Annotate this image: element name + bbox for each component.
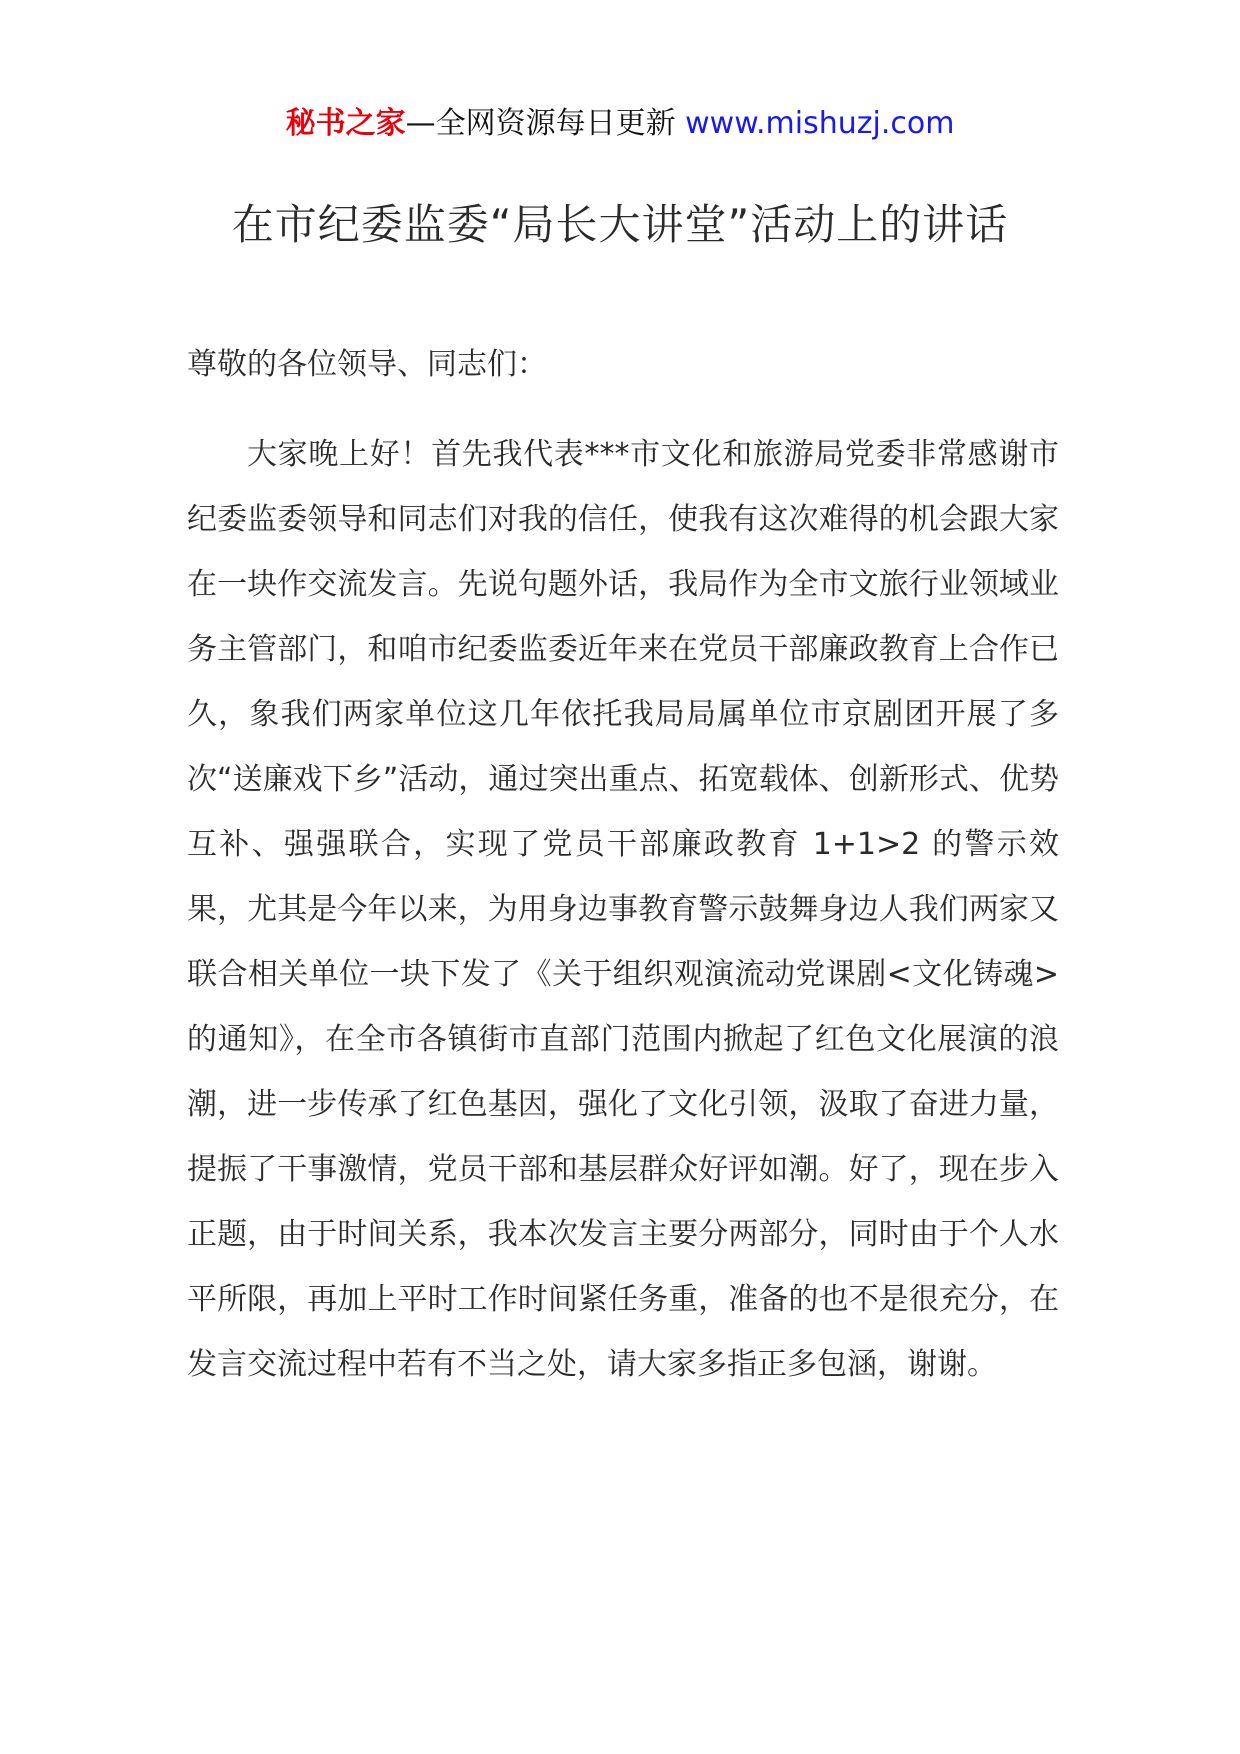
site-url-link[interactable]: www.mishuzj.com <box>685 106 955 141</box>
salutation: 尊敬的各位领导、同志们： <box>187 347 547 382</box>
body-paragraph: 大家晚上好！首先我代表***市文化和旅游局党委非常感谢市纪委监委领导和同志们对我的信任，使我有这次难得的机会跟大家在一块作交流发言。先说句题外话，我局作为全市文旅行业领域业务主管部门，和咱市纪委监委近年来在党员干部廉政教育上合作已久，象我们两家单位这几年依托我局局属单位市京剧团开展了多次“送廉戏下乡”活动，通过突出重点、拓宽载体、创新形式、优势互补、强强联合，实现了党员干部廉政教育 1+1>2 的警示效果，尤其是今年以来，为用身边事教育警示鼓舞身边人我们两家又联合相关单位一块下发了《关于组织观演流动党课剧<文化铸魂>的通知》，在全市各镇街市直部门范围内掀起了红色文化展演的浪潮，进一步传承了红色基因，强化了文化引领，汲取了奋进力量，提振了干事激情，党员干部和基层群众好评如潮。好了，现在步入正题，由于时间关系，我本次发言主要分两部分，同时由于个人水平所限，再加上平时工作时间紧任务重，准备的也不是很充分，在发言交流过程中若有不当之处，请大家多指正多包涵，谢谢。 <box>187 437 1059 1382</box>
header-tagline: —全网资源每日更新 <box>405 106 686 141</box>
document-title: 在市纪委监委“局长大讲堂”活动上的讲话 <box>231 200 1009 249</box>
watermark-header <box>0 100 1240 148</box>
brand-name: 秘书之家 <box>285 106 406 141</box>
